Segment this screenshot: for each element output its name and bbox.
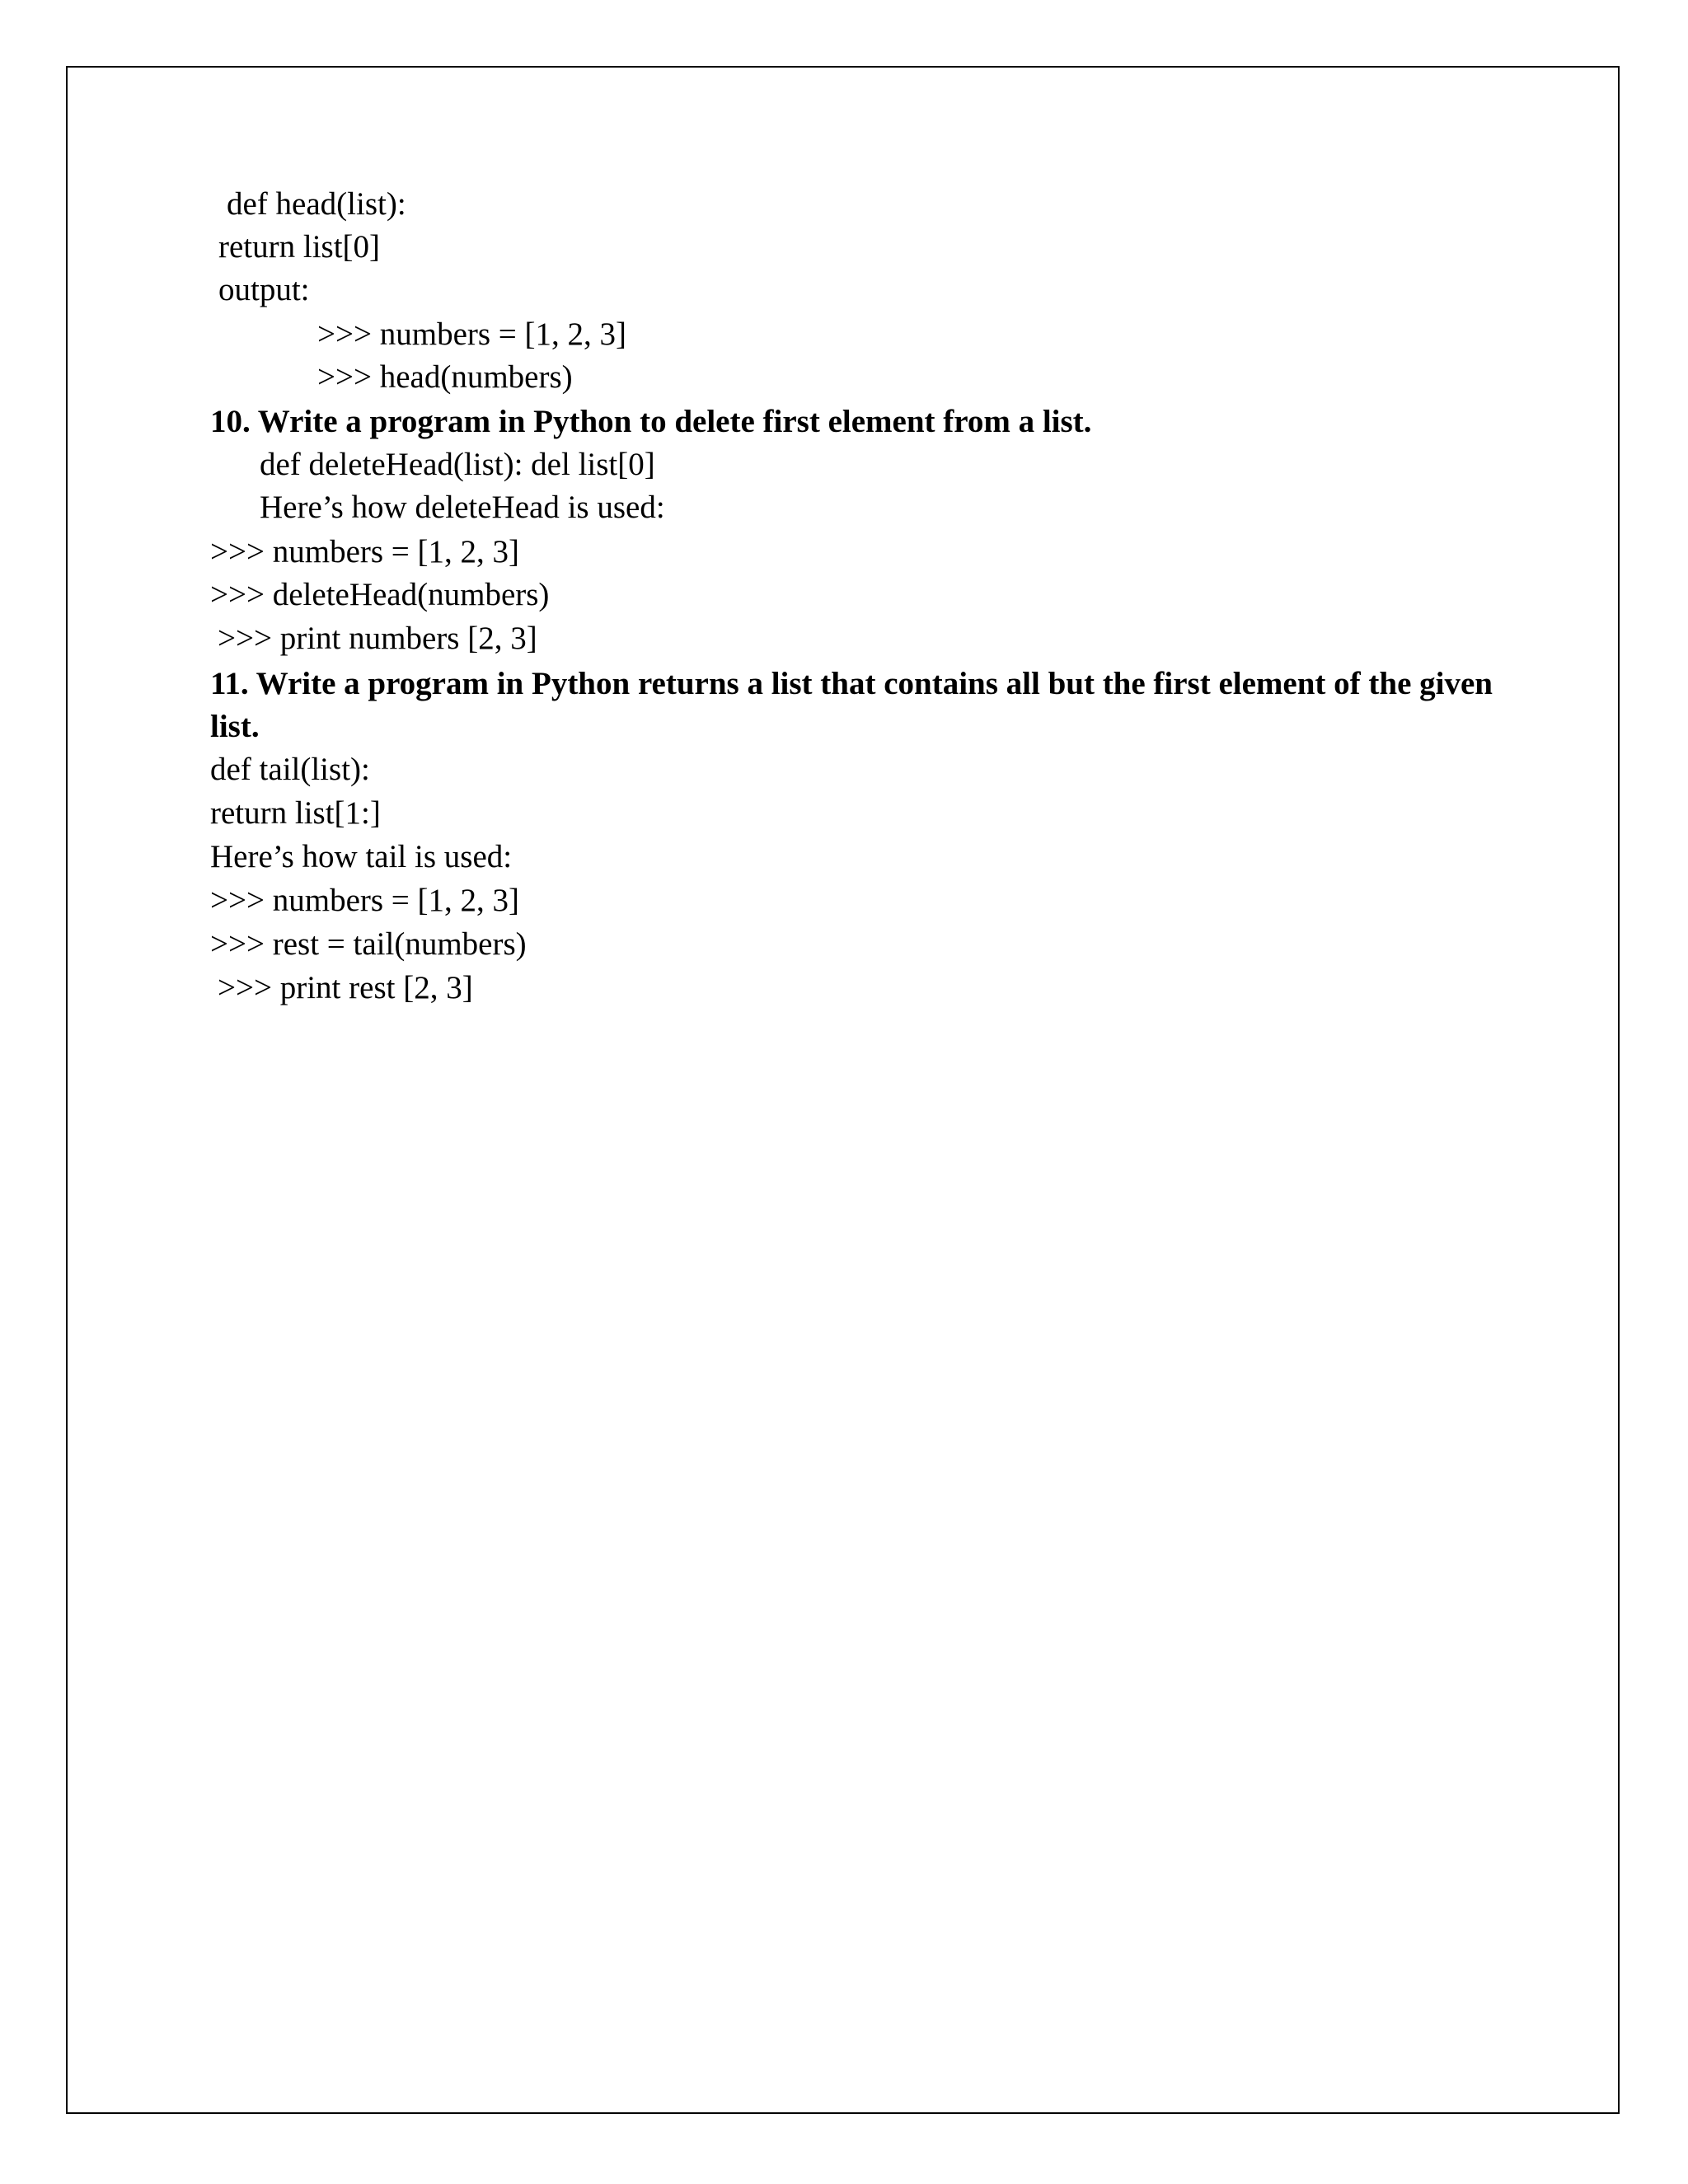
code-line-numbers-assign-2: >>> numbers = [1, 2, 3] [210,534,520,569]
code-line-return-head: return list[0] [218,229,381,265]
code-line-rest-assign: >>> rest = tail(numbers) [210,926,527,962]
code-line-head-call: >>> head(numbers) [317,359,573,395]
page-border [66,66,1620,2114]
usage-text-tail: Here’s how tail is used: [210,839,513,874]
code-line-def-deletehead: def deleteHead(list): del list[0] [260,447,655,482]
code-line-def-head: def head(list): [227,186,406,222]
code-line-print-rest: >>> print rest [2, 3] [218,970,473,1005]
code-line-print-numbers: >>> print numbers [2, 3] [218,621,537,656]
code-line-numbers-assign: >>> numbers = [1, 2, 3] [317,316,627,352]
code-line-deletehead-call: >>> deleteHead(numbers) [210,577,550,612]
question-11-heading-cont: list. [210,709,260,744]
code-line-def-tail: def tail(list): [210,752,370,787]
output-label: output: [218,272,310,307]
question-11-heading: 11. Write a program in Python returns a list that contains all but the first element of the given [210,666,1493,701]
code-line-return-tail: return list[1:] [210,795,381,831]
code-line-numbers-assign-3: >>> numbers = [1, 2, 3] [210,883,520,918]
usage-text-deletehead: Here’s how deleteHead is used: [260,490,665,525]
question-10-heading: 10. Write a program in Python to delete first element from a list. [210,404,1092,439]
